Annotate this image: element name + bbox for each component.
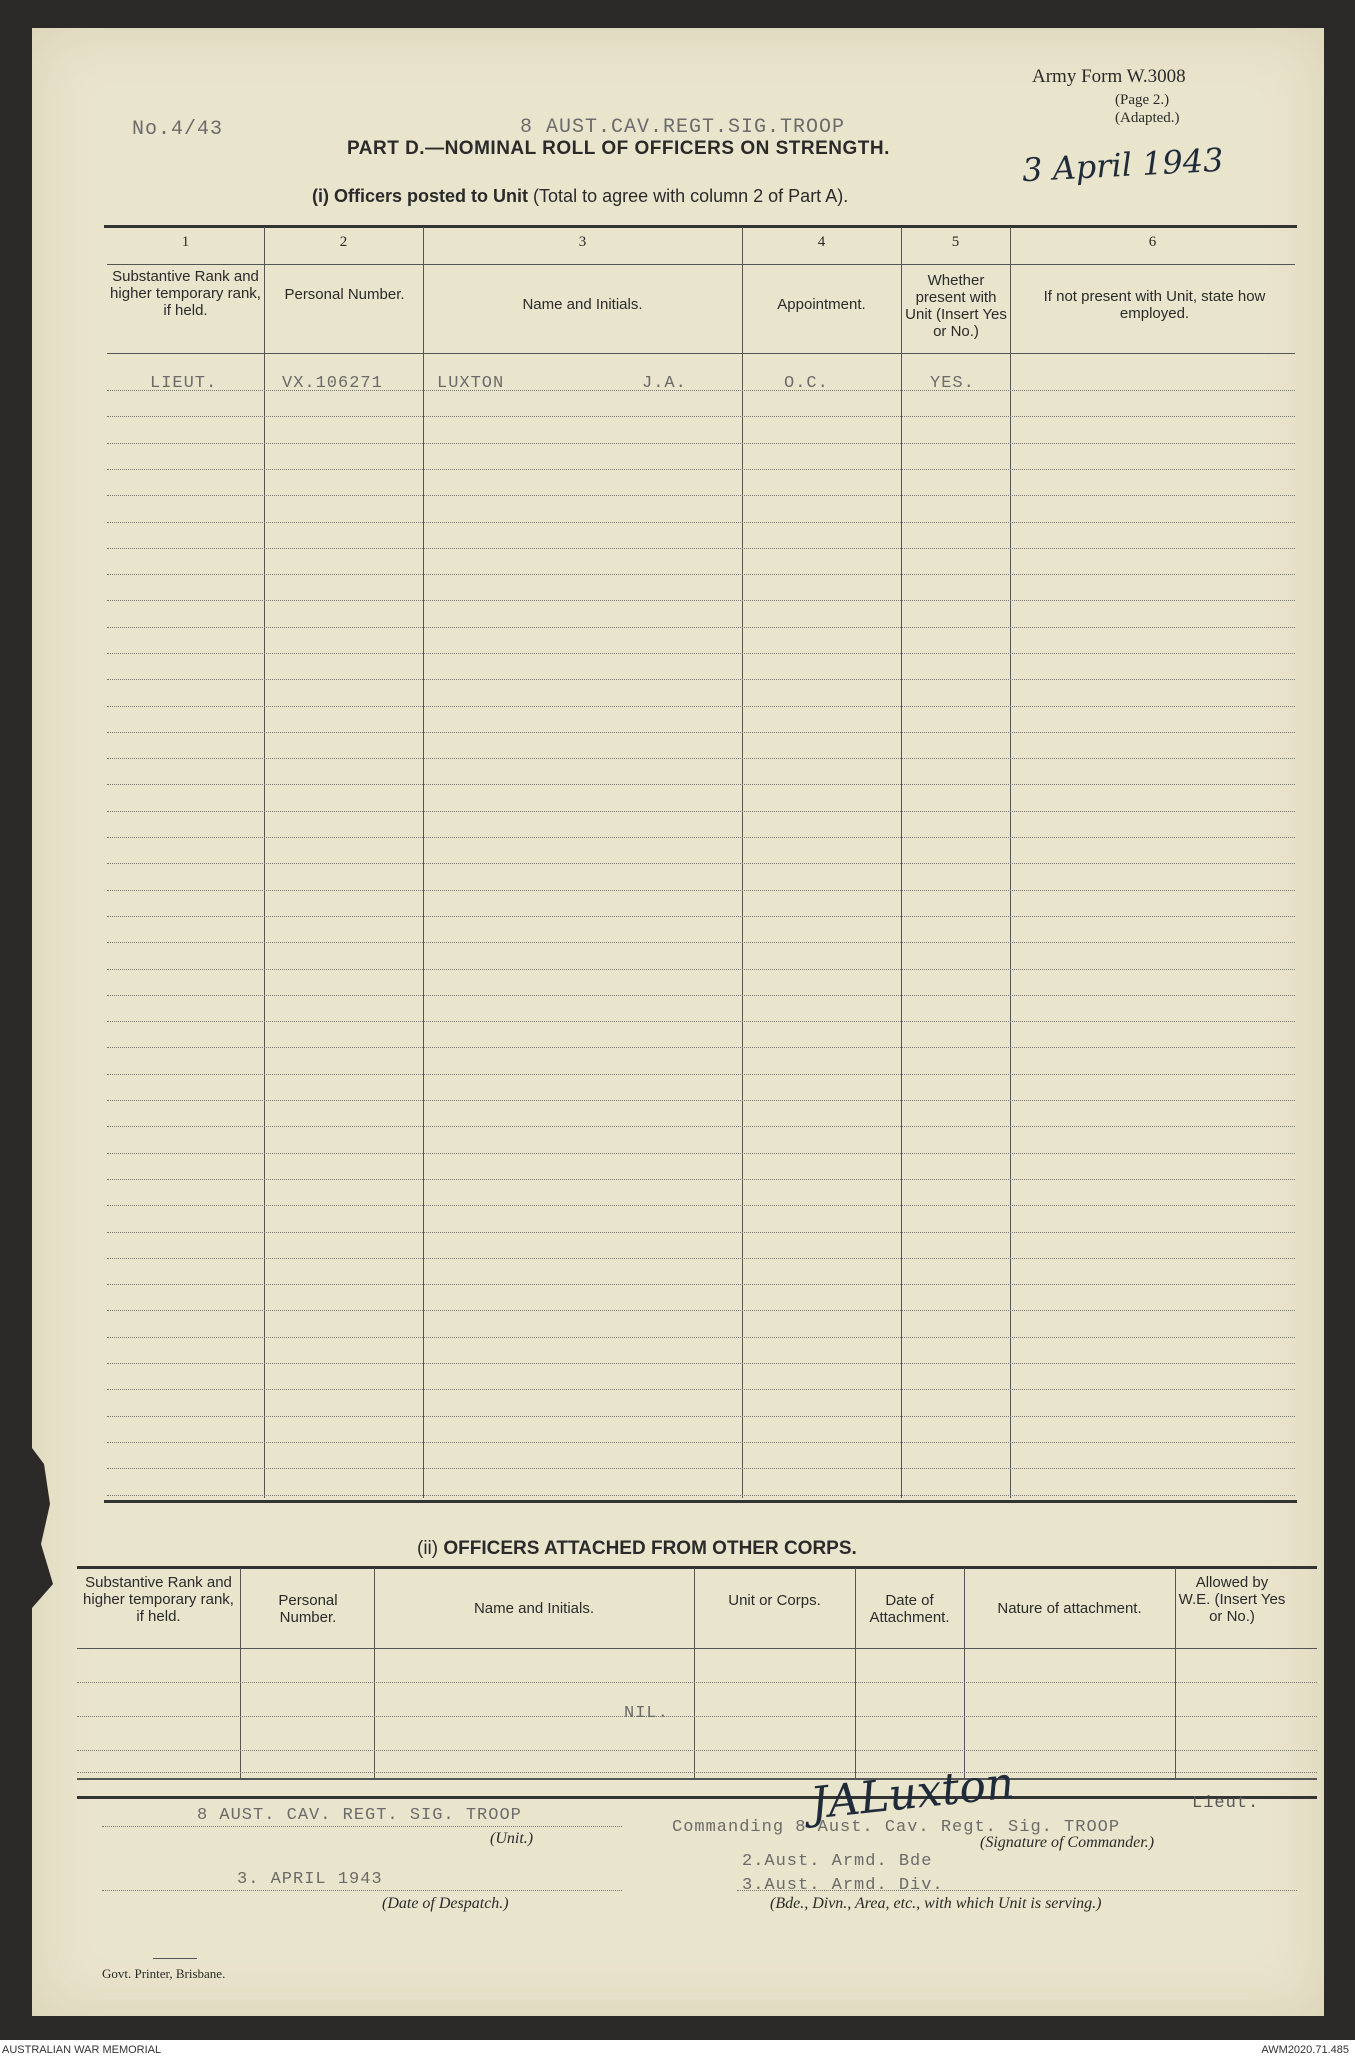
table1-header-rule: [107, 353, 1295, 354]
ruled-line: [107, 548, 1295, 549]
t2-col-header-personal-number: Personal Number.: [278, 1592, 338, 1626]
ruled-line: [107, 1337, 1295, 1338]
ruled-line: [107, 811, 1295, 812]
table1-num-rule: [107, 264, 1295, 265]
ruled-line: [107, 1416, 1295, 1417]
ruled-line: [107, 1153, 1295, 1154]
col-header-appointment: Appointment.: [777, 296, 866, 313]
ruled-line: [77, 1716, 1317, 1717]
ruled-line: [107, 1232, 1295, 1233]
col-number-4: 4: [817, 234, 826, 250]
ruled-line: [107, 837, 1295, 838]
section-ii-title: OFFICERS ATTACHED FROM OTHER CORPS.: [443, 1538, 857, 1559]
reference-number: No.4/43: [132, 118, 224, 141]
table2-col-divider: [240, 1568, 241, 1778]
row1-initials: J.A.: [642, 374, 687, 393]
unit-value: 8 AUST. CAV. REGT. SIG. TROOP: [197, 1806, 522, 1825]
despatch-line: [102, 1890, 622, 1891]
handwritten-date: 3 April 1943: [1021, 140, 1225, 190]
ruled-line: [107, 784, 1295, 785]
col-header-employment: If not present with Unit, state how employed.: [1043, 288, 1266, 322]
ruled-line: [107, 1126, 1295, 1127]
commanding-line: Commanding 8 Aust. Cav. Regt. Sig. TROOP: [672, 1818, 1121, 1837]
ruled-line: [107, 732, 1295, 733]
col-header-rank: Substantive Rank and higher temporary rank, if held.: [110, 268, 261, 319]
ruled-line: [107, 390, 1295, 391]
unit-typed-heading: 8 AUST.CAV.REGT.SIG.TROOP: [520, 116, 846, 139]
ruled-line: [107, 1074, 1295, 1075]
ruled-line: [107, 416, 1295, 417]
col-header-personal-number: Personal Number.: [284, 286, 405, 303]
table2-col-divider: [694, 1568, 695, 1778]
ruled-line: [107, 495, 1295, 496]
form-sheet: [32, 28, 1324, 2016]
table1-bottom-rule: [104, 1500, 1297, 1503]
ruled-line: [107, 1389, 1295, 1390]
ruled-line: [77, 1682, 1317, 1683]
archive-id: AWM2020.71.485: [1261, 2044, 1349, 2056]
ruled-line: [107, 1468, 1295, 1469]
t2-col-header-rank: Substantive Rank and higher temporary rank, if held.: [83, 1574, 234, 1625]
t2-col-header-date: Date of Attachment.: [869, 1592, 950, 1626]
ruled-line: [107, 969, 1295, 970]
col-header-present: Whether present with Unit (Insert Yes or No.): [905, 272, 1007, 340]
ruled-line: [107, 679, 1295, 680]
ruled-line: [107, 995, 1295, 996]
ruled-line: [107, 1179, 1295, 1180]
footer-rule: [77, 1796, 1317, 1799]
col-number-1: 1: [181, 234, 190, 250]
ruled-line: [107, 1284, 1295, 1285]
col-number-5: 5: [951, 234, 960, 250]
col-header-name: Name and Initials.: [522, 296, 643, 313]
section-ii-prefix: (ii): [417, 1538, 439, 1559]
row1-appointment: O.C.: [784, 374, 829, 393]
ruled-line: [107, 942, 1295, 943]
ruled-line: [107, 574, 1295, 575]
row1-present: YES.: [930, 374, 975, 393]
ruled-line: [107, 890, 1295, 891]
table2-bottom-rule: [77, 1778, 1317, 1780]
brigade-label: (Bde., Divn., Area, etc., with which Unit is serving.): [770, 1895, 1102, 1912]
despatch-value: 3. APRIL 1943: [237, 1870, 383, 1889]
col-number-6: 6: [1148, 234, 1157, 250]
table1-top-rule: [104, 225, 1297, 228]
ruled-line: [107, 1363, 1295, 1364]
ruled-line: [107, 916, 1295, 917]
page-number: (Page 2.): [1115, 92, 1170, 108]
ruled-line: [107, 863, 1295, 864]
nil-entry: NIL.: [624, 1704, 669, 1723]
col-number-2: 2: [339, 234, 348, 250]
table2-header-rule: [77, 1648, 1317, 1649]
t2-col-header-allowed: Allowed by W.E. (Insert Yes or No.): [1178, 1574, 1286, 1625]
ruled-line: [107, 522, 1295, 523]
printer-rule: [153, 1958, 197, 1959]
row1-rank: LIEUT.: [150, 374, 218, 393]
section-i-title: Officers posted to Unit: [334, 186, 529, 206]
t2-col-header-name: Name and Initials.: [473, 1600, 595, 1617]
ruled-line: [107, 1205, 1295, 1206]
section-i-prefix: (i): [312, 186, 329, 206]
ruled-line: [107, 1047, 1295, 1048]
ruled-line: [107, 443, 1295, 444]
col-number-3: 3: [578, 234, 587, 250]
ruled-line: [107, 627, 1295, 628]
ruled-line: [107, 1100, 1295, 1101]
ruled-line: [107, 1021, 1295, 1022]
signature-label: (Signature of Commander.): [980, 1834, 1155, 1851]
ruled-line: [77, 1750, 1317, 1751]
printer-credit: Govt. Printer, Brisbane.: [102, 1966, 226, 1981]
section-i-label: [312, 186, 848, 207]
table2-col-divider: [1175, 1568, 1176, 1778]
ruled-line: [107, 758, 1295, 759]
commander-signature: JALuxton: [807, 1757, 1017, 1830]
row1-personal-number: VX.106271: [282, 374, 383, 393]
t2-col-header-unit: Unit or Corps.: [728, 1592, 821, 1609]
part-title: PART D.—NOMINAL ROLL OF OFFICERS ON STRENGTH.: [347, 138, 890, 159]
division-value: 3.Aust. Armd. Div.: [742, 1876, 944, 1895]
section-ii-label: [417, 1538, 857, 1560]
archive-name: AUSTRALIAN WAR MEMORIAL: [2, 2044, 162, 2056]
army-form-number: Army Form W.3008: [1032, 66, 1186, 87]
despatch-label: (Date of Despatch.): [382, 1895, 509, 1912]
unit-label: (Unit.): [490, 1830, 534, 1847]
t2-col-header-nature: Nature of attachment.: [997, 1600, 1142, 1617]
table2-top-rule: [77, 1566, 1317, 1569]
adapted-note: (Adapted.): [1115, 110, 1180, 126]
ruled-line: [107, 706, 1295, 707]
ruled-line: [107, 1310, 1295, 1311]
ruled-line: [107, 600, 1295, 601]
brigade-value: 2.Aust. Armd. Bde: [742, 1852, 933, 1871]
ruled-line: [107, 469, 1295, 470]
ruled-line: [107, 653, 1295, 654]
archive-caption-bar: [0, 2040, 1355, 2061]
row1-surname: LUXTON: [437, 374, 505, 393]
ruled-line: [107, 1258, 1295, 1259]
commander-rank: Lieut.: [1192, 1794, 1260, 1813]
unit-line: [102, 1826, 622, 1827]
section-i-note: (Total to agree with column 2 of Part A).: [533, 186, 849, 206]
ruled-line: [107, 1495, 1295, 1496]
ruled-line: [77, 1772, 1317, 1773]
ruled-line: [107, 1442, 1295, 1443]
